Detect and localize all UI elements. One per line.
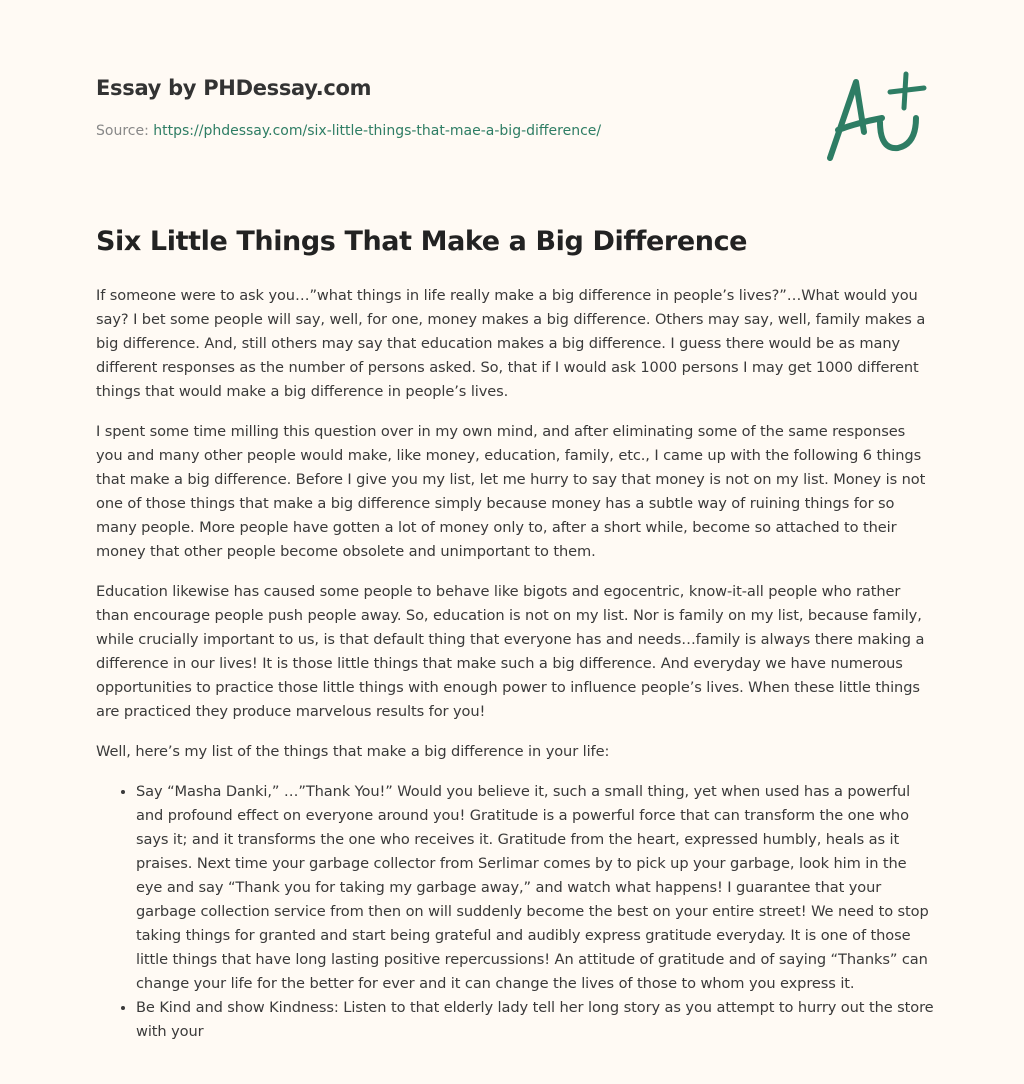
list-item: • Say “Masha Danki,” …”Thank You!” Would you believe it, such a small thing, yet when used has a powerful and profound effect on everyone around you! Gratitude is a powerful force that can transform the one who says it; and it transforms the one who receives it. Gratitude from the heart, expressed humbly, heals as it praises. Next time your garbage collector from Serlimar comes by to pick up your garbage, look him in the eye and say “Thank you for taking my garbage away,” and watch what happens! I guarantee that your garbage collection service from then on will suddenly become the best on your entire street! We need to stop taking things for granted and start being grateful and audibly express gratitude everyday. It is one of those little things that have long lasting positive repercussions! An attitude of gratitude and of saying “Thanks” can change your life for the better for ever and it can change the lives of those to whom you express it. bbox=[136, 780, 936, 996]
source-link[interactable]: https://phdessay.com/six-little-things-that-mae-a-big-difference/ bbox=[153, 123, 602, 139]
paragraph: Education likewise has caused some people to behave like bigots and egocentric, know-it-all people who rather than encourage people push people away. So, education is not on my list. Nor is family on my list, because family, while crucially important to us, is that default thing that everyone has and needs…family is always there making a difference in our lives! It is those little things that make such a big difference. And everyday we have numerous opportunities to practice those little things with enough power to influence people’s lives. When these little things are practiced they produce marvelous results for you! bbox=[96, 583, 925, 720]
essay-body bbox=[96, 284, 936, 1044]
source-label: Source: bbox=[96, 123, 149, 139]
paragraph: If someone were to ask you…”what things in life really make a big difference in people’s lives?”…What would you say? I bet some people will say, well, for one, money makes a big difference. Others may say, well, family makes a big difference. And, still others may say that education makes a big difference. I guess there would be as many different responses as the number of persons asked. So, that if I would ask 1000 persons I may get 1000 different things that would make a big difference in people’s lives. bbox=[96, 287, 926, 400]
paragraph: I spent some time milling this question over in my own mind, and after eliminating some of the same responses you and many other people would make, like money, education, family, etc., I came up with the following 6 things that make a big difference. Before I give you my list, let me hurry to say that money is not on my list. Money is not one of those things that make a big difference simply because money has a subtle way of ruining things for so many people. More people have gotten a lot of money only to, after a short while, become so attached to their money that other people become obsolete and unimportant to them. bbox=[96, 423, 926, 560]
paragraph: Well, here’s my list of the things that make a big difference in your life: bbox=[96, 743, 610, 760]
site-brand: Essay by PHDessay.com bbox=[96, 76, 372, 100]
essay-title: Six Little Things That Make a Big Difference bbox=[96, 226, 748, 257]
a-plus-logo-icon bbox=[820, 70, 930, 170]
list-item: • Be Kind and show Kindness: Listen to that elderly lady tell her long story as you attempt to hurry out the store with your bbox=[136, 996, 936, 1044]
difference-list bbox=[96, 780, 936, 1044]
source-line bbox=[96, 123, 601, 139]
